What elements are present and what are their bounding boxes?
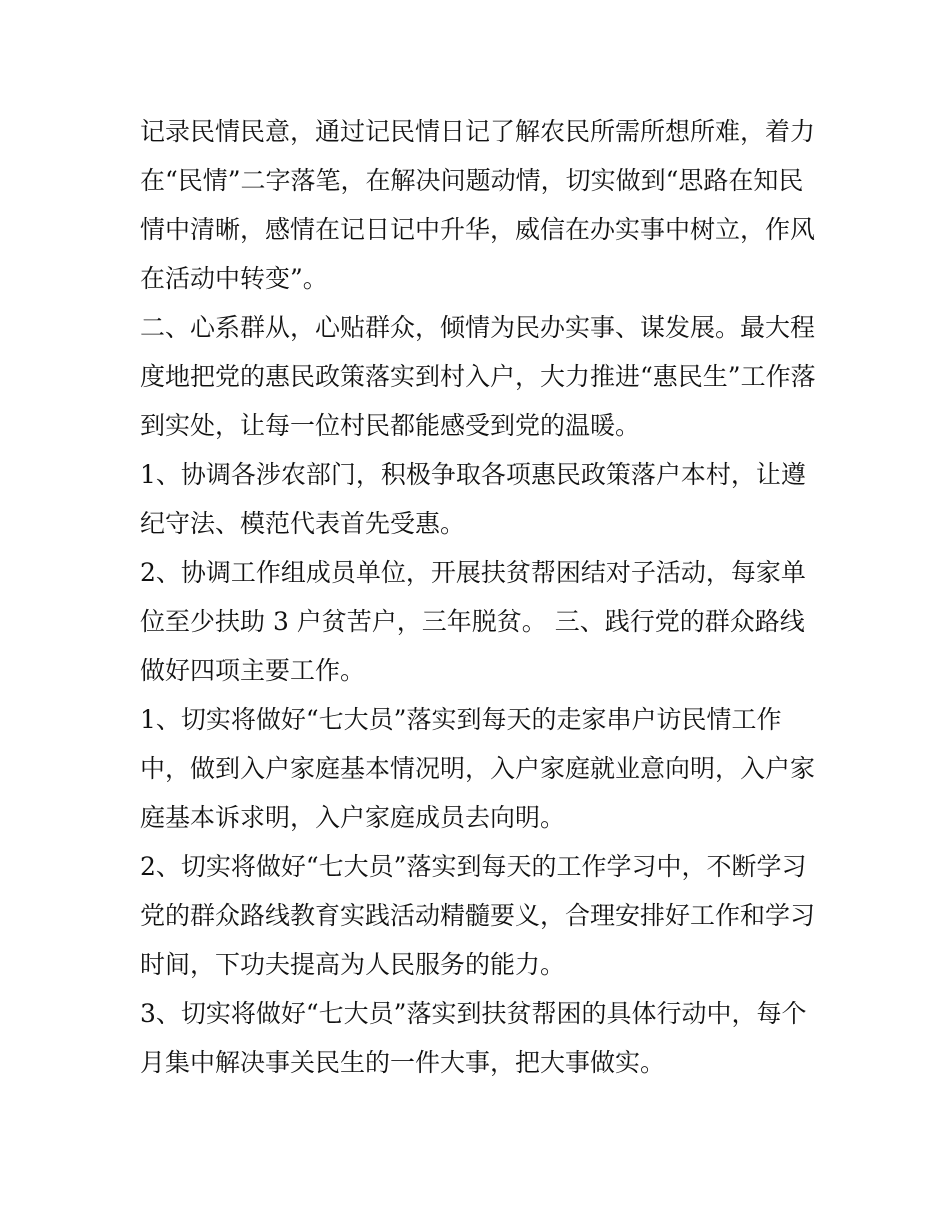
document-body <box>140 107 815 1087</box>
text-line: 到实处，让每一位村民都能感受到党的温暖。 <box>140 411 641 440</box>
text-line: 党的群众路线教育实践活动精髓要义，合理安排好工作和学习 <box>140 901 816 930</box>
text-line: 庭基本诉求明，入户家庭成员去向明。 <box>140 803 566 832</box>
text-line: 中，做到入户家庭基本情况明，入户家庭就业意向明，入户家 <box>140 754 816 783</box>
text-line: 在活动中转变”。 <box>140 264 328 293</box>
text-line: 二、心系群从，心贴群众，倾情为民办实事、谋发展。最大程 <box>140 313 816 342</box>
text-line: 在“民情”二字落笔，在解决问题动情，切实做到“思路在知民 <box>140 166 804 195</box>
text-line: 纪守法、模范代表首先受惠。 <box>140 509 466 538</box>
text-line: 2、协调工作组成员单位，开展扶贫帮困结对子活动，每家单 <box>140 558 806 587</box>
text-line: 记录民情民意，通过记民情日记了解农民所需所想所难，着力 <box>140 117 816 146</box>
text-line: 做好四项主要工作。 <box>140 656 366 685</box>
text-line: 1、切实将做好“七大员”落实到每天的走家串户访民情工作 <box>140 705 782 734</box>
text-line: 度地把党的惠民政策落实到村入户，大力推进“惠民生”工作落 <box>140 362 816 391</box>
text-line: 位至少扶助 3 户贫苦户，三年脱贫。 三、践行党的群众路线 <box>140 607 805 636</box>
text-line: 月集中解决事关民生的一件大事，把大事做实。 <box>140 1048 666 1077</box>
text-line: 3、切实将做好“七大员”落实到扶贫帮困的具体行动中，每个 <box>140 999 807 1028</box>
text-line: 2、切实将做好“七大员”落实到每天的工作学习中，不断学习 <box>140 852 807 881</box>
text-line: 1、协调各涉农部门，积极争取各项惠民政策落户本村，让遵 <box>140 460 806 489</box>
text-line: 时间，下功夫提高为人民服务的能力。 <box>140 950 566 979</box>
text-line: 情中清晰，感情在记日记中升华，威信在办实事中树立，作风 <box>140 215 816 244</box>
